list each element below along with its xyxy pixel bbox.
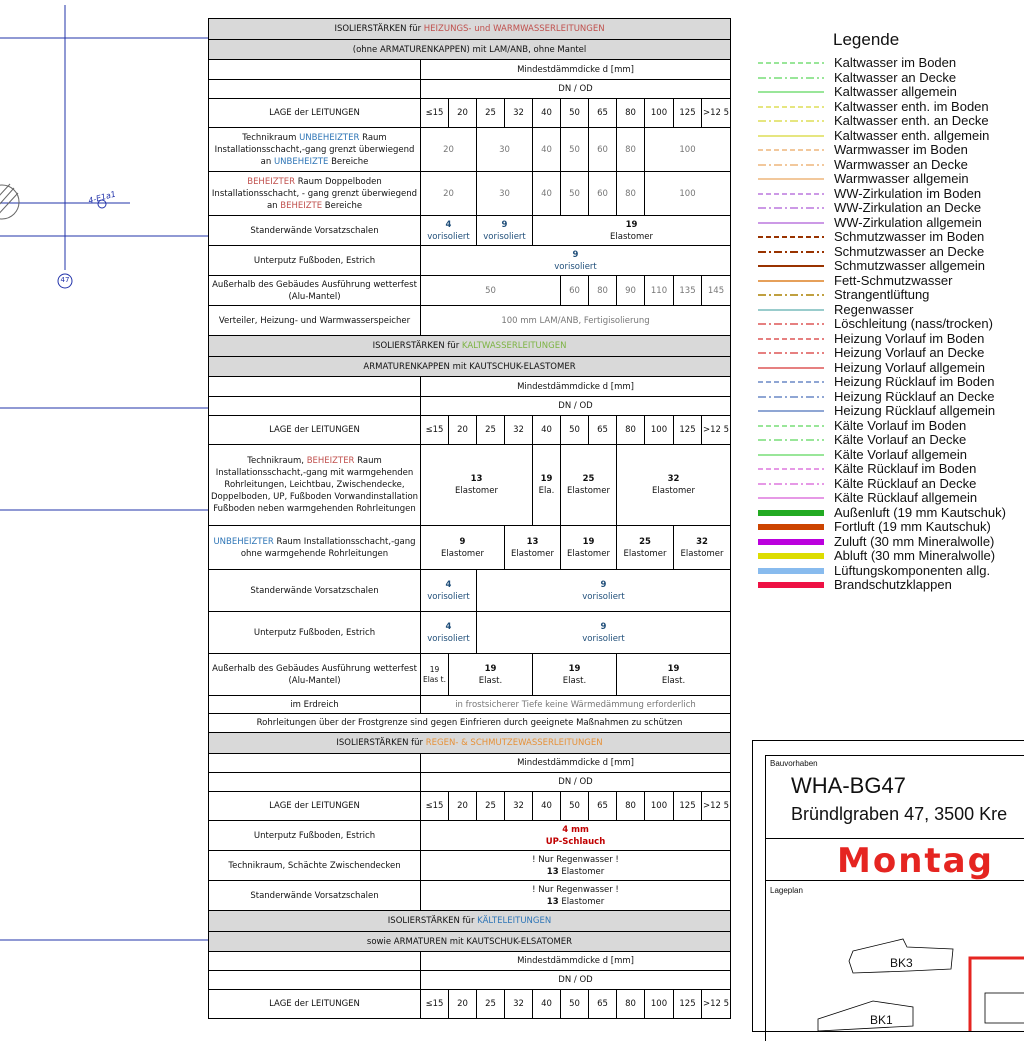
line-style-swatch — [758, 346, 824, 360]
legend-item-label: Schmutzwasser im Boden — [834, 229, 985, 244]
legend-item-label: WW-Zirkulation im Boden — [834, 185, 982, 201]
bk3-label: BK3 — [890, 956, 913, 970]
legend-item — [756, 564, 1024, 578]
table-row: UNBEHEIZTER Raum Installationsschacht,-gang ohne warmgehende Rohrleitungen 9 Elastomer 13 Elastomer 19 Elastomer 25 Elastomer 32 Elastomer — [209, 526, 731, 570]
legend-item-label: Fortluft (19 mm Kautschuk) — [834, 519, 991, 534]
section-heading-kaltwasser: ISOLIERSTÄRKEN für KALTWASSERLEITUNGEN — [209, 336, 731, 357]
line-style-swatch — [758, 506, 824, 520]
legend-item-label: Kälte Vorlauf im Boden — [834, 417, 967, 433]
legend-item-label: Schmutzwasser an Decke — [834, 243, 985, 259]
legend-item-label: Strangentlüftung — [834, 287, 930, 302]
legend-item — [756, 187, 1024, 201]
legend-item — [756, 100, 1024, 114]
legend-item — [756, 56, 1024, 70]
line-style-swatch — [758, 230, 824, 244]
table-row: Standerwände Vorsatzschalen 4 vorisoliert 9 vorisoliert — [209, 570, 731, 612]
legend-item-label: Kaltwasser allgemein — [834, 84, 957, 99]
section-subtitle: sowie ARMATUREN mit KAUTSCHUK-ELSATOMER — [209, 932, 731, 952]
min-thickness-label: Mindestdämmdicke d [mm] — [421, 60, 731, 80]
legend-item — [756, 332, 1024, 346]
line-style-swatch — [758, 288, 824, 302]
frost-note: Rohrleitungen über der Frostgrenze sind gegen Einfrieren durch geeignete Maßnahmen zu schützen — [209, 714, 731, 733]
legend-item-label: WW-Zirkulation allgemein — [834, 214, 982, 230]
legend-item — [756, 230, 1024, 244]
legend-item-label: Kälte Rücklauf im Boden — [834, 461, 977, 476]
legend-item — [756, 491, 1024, 505]
legend-item-label: Lüftungskomponenten allg. — [834, 562, 991, 578]
legend-item — [756, 172, 1024, 186]
legend-item — [756, 549, 1024, 563]
line-style-swatch — [758, 361, 824, 375]
line-style-swatch — [758, 56, 824, 70]
lageplan-label: Lageplan — [770, 886, 803, 895]
line-style-swatch — [758, 274, 824, 288]
legend-item — [756, 419, 1024, 433]
legend-item-label: Kälte Rücklauf an Decke — [834, 475, 977, 491]
dn-row: LAGE der LEITUNGEN ≤15 20 25 32 40 50 65 80 100 125 >12 5 — [209, 792, 731, 821]
line-style-swatch — [758, 172, 824, 186]
table-row: Unterputz Fußboden, Estrich 4 vorisoliert 9 vorisoliert — [209, 612, 731, 654]
line-style-swatch — [758, 216, 824, 230]
legend-item-label: Regenwasser — [834, 301, 914, 317]
bauvorhaben-label: Bauvorhaben — [770, 759, 818, 768]
dn-row: LAGE der LEITUNGEN ≤15 20 25 32 40 50 65 80 100 125 >12 5 — [209, 416, 731, 445]
legend-item-label: Warmwasser an Decke — [834, 156, 968, 172]
section-heading-regen: ISOLIERSTÄRKEN für REGEN- & SCHMUTZEWASSERLEITUNGEN — [209, 733, 731, 754]
table-row: Standerwände Vorsatzschalen ! Nur Regenwasser ! 13 Elastomer — [209, 881, 731, 911]
legend-item — [756, 216, 1024, 230]
line-style-swatch — [758, 477, 824, 491]
legend-item-label: Kaltwasser enth. an Decke — [834, 113, 989, 128]
section-heading-kaelte: ISOLIERSTÄRKEN für KÄLTELEITUNGEN — [209, 911, 731, 932]
legend-item-label: Abluft (30 mm Mineralwolle) — [834, 548, 996, 563]
legend-item-label: Kaltwasser im Boden — [834, 55, 957, 70]
legend-item — [756, 303, 1024, 317]
line-style-swatch — [758, 491, 824, 505]
table-row: Standerwände Vorsatzschalen 4 vorisoliert 9 vorisoliert 19 Elastomer — [209, 216, 731, 246]
legend-item — [756, 535, 1024, 549]
legend-item-label: Kälte Vorlauf allgemein — [834, 446, 967, 462]
table-row: im Erdreich in frostsicherer Tiefe keine Wärmedämmung erforderlich — [209, 696, 731, 714]
legend-item — [756, 578, 1024, 592]
line-style-swatch — [758, 332, 824, 346]
line-style-swatch — [758, 549, 824, 563]
pipe-section — [0, 184, 19, 219]
line-style-swatch — [758, 375, 824, 389]
legend-item-label: Heizung Rücklauf im Boden — [834, 374, 995, 389]
legend-item — [756, 288, 1024, 302]
legend-item — [756, 375, 1024, 389]
table-row: Unterputz Fußboden, Estrich 4 mm UP-Schlauch — [209, 821, 731, 851]
table-row: Technikraum, BEHEIZTER Raum Installationsschacht,-gang mit warmgehenden Rohrleitungen, Leichtbau, Zwischendecke, Doppelboden, UP, Fußboden Vorwandinstallation Fußboden neben warmgehenden Rohrleitungen 13 Elastomer 19 Ela. 25 Elastomer 32 Elastomer — [209, 445, 731, 526]
line-style-swatch — [758, 578, 824, 592]
table-row: Technikraum, Schächte Zwischendecken ! Nur Regenwasser ! 13 Elastomer — [209, 851, 731, 881]
legend-item — [756, 85, 1024, 99]
legend-item — [756, 448, 1024, 462]
legend-item-label: Kaltwasser an Decke — [834, 69, 957, 85]
legend-item-label: Heizung Vorlauf an Decke — [834, 345, 985, 360]
table-row: Technikraum UNBEHEIZTER Raum Installationsschacht,-gang grenzt überwiegend an UNBEHEIZTE Bereiche 20 30 40 50 60 80 100 — [209, 128, 731, 172]
line-style-swatch — [758, 433, 824, 447]
table-row: Verteiler, Heizung- und Warmwasserspeicher 100 mm LAM/ANB, Fertigisolierung — [209, 306, 731, 336]
legend-item-label: Kälte Rücklauf allgemein — [834, 490, 978, 505]
dn-row: LAGE der LEITUNGEN ≤15 20 25 32 40 50 65 80 100 125 >12 5 — [209, 990, 731, 1019]
line-style-swatch — [758, 448, 824, 462]
project-name: WHA-BG47 — [791, 773, 906, 798]
stamp-text: Montag — [837, 841, 994, 881]
site-plan — [813, 931, 1024, 1031]
legend-item — [756, 390, 1024, 404]
dn-od-label: DN / OD — [421, 80, 731, 99]
legend-item-label: Fett-Schmutzwasser — [834, 272, 953, 288]
bk1-label: BK1 — [870, 1013, 893, 1027]
legend-item-label: Kaltwasser enth. allgemein — [834, 127, 990, 143]
line-style-swatch — [758, 158, 824, 172]
legend-item — [756, 245, 1024, 259]
line-style-swatch — [758, 390, 824, 404]
legend-item-label: Zuluft (30 mm Mineralwolle) — [834, 533, 995, 549]
line-style-swatch — [758, 317, 824, 331]
legend-item — [756, 201, 1024, 215]
dimension-text: 4-E1a1 — [87, 189, 117, 206]
legend-title: Legende — [833, 30, 900, 49]
line-style-swatch — [758, 404, 824, 418]
line-style-swatch — [758, 100, 824, 114]
legend-item — [756, 158, 1024, 172]
legend-item-label: WW-Zirkulation an Decke — [834, 200, 982, 215]
line-style-swatch — [758, 520, 824, 534]
line-style-swatch — [758, 564, 824, 578]
table-row: Außerhalb des Gebäudes Ausführung wetterfest (Alu-Mantel) 19 Elas t. 19 Elast. 19 Elast. 19 Elast. — [209, 654, 731, 696]
legend-item-label: Heizung Vorlauf allgemein — [834, 359, 986, 375]
legend-item-label: Löschleitung (nass/trocken) — [834, 316, 993, 331]
line-style-swatch — [758, 187, 824, 201]
table-row: Außerhalb des Gebäudes Ausführung wetterfest (Alu-Mantel) 50 60 80 90 110 135 145 — [209, 276, 731, 306]
line-style-swatch — [758, 535, 824, 549]
title-block — [752, 740, 1024, 1032]
legend-item-label: Heizung Rücklauf allgemein — [834, 403, 996, 418]
legend-item-label: Kälte Vorlauf an Decke — [834, 432, 967, 447]
line-style-swatch — [758, 419, 824, 433]
legend-item — [756, 404, 1024, 418]
section-heading-heizung: ISOLIERSTÄRKEN für HEIZUNGS- und WARMWASSERLEITUNGEN — [209, 19, 731, 40]
legend-item — [756, 361, 1024, 375]
legend-item — [756, 143, 1024, 157]
legend-item — [756, 317, 1024, 331]
legend-item — [756, 433, 1024, 447]
line-style-swatch — [758, 129, 824, 143]
legend-item-label: Warmwasser im Boden — [834, 142, 968, 157]
legend-item — [756, 506, 1024, 520]
line-style-swatch — [758, 245, 824, 259]
project-address: Bründlgraben 47, 3500 Kre — [791, 804, 1008, 824]
legend-item-label: Außenluft (19 mm Kautschuk) — [834, 504, 1006, 520]
table-row: Unterputz Fußboden, Estrich 9 vorisoliert — [209, 246, 731, 276]
legend-item — [756, 274, 1024, 288]
legend-item — [756, 477, 1024, 491]
legend-item — [756, 114, 1024, 128]
legend-item-label: Heizung Rücklauf an Decke — [834, 388, 995, 404]
legend-item — [756, 346, 1024, 360]
line-style-swatch — [758, 303, 824, 317]
line-style-swatch — [758, 462, 824, 476]
legend-item — [756, 129, 1024, 143]
legend-item — [756, 462, 1024, 476]
line-style-swatch — [758, 201, 824, 215]
axis-label: 47 — [60, 276, 70, 284]
line-style-swatch — [758, 114, 824, 128]
line-style-swatch — [758, 259, 824, 273]
insulation-table: ISOLIERSTÄRKEN für HEIZUNGS- und WARMWASSERLEITUNGEN (ohne ARMATURENKAPPEN) mit LAM/ANB, ohne Mantel Mindestdämmdicke d [mm] DN / OD LAGE der LEITUNGEN ≤15 20 25 32 40 50 65 80 100 125 >12 5 Technikraum UNBEHEIZTER Raum Installationsschacht,-gang grenzt überwiegend an UNBEHEIZTE Bereiche 20 30 40 50 60 80 100 BEHEIZTER Raum Doppelboden Installationsschacht, - gang grenzt überwiegend an BEHEIZTE Bereiche 20 30 40 50 60 80 100 Standerwände Vorsatzschalen 4 vorisoliert 9 vorisoliert 19 Elastomer Unterputz Fußboden, Estrich 9 vorisoliert Außerhalb des Gebäudes Ausführung wetterfest (Alu-Mantel) 50 60 80 90 110 135 145 Verteiler, Heizung- und Warmwasserspeicher 100 mm LAM/ANB, Fertigisolierung ISOLIERSTÄRKEN für KALTWASSERLEITUNGEN ARMATURENKAPPEN mit KAUTSCHUK-ELASTOMER Mindestdämmdicke d [mm] DN / OD LAGE der LEITUNGEN ≤15 20 25 32 40 50 65 80 100 125 >12 5 Technikraum, BEHEIZTER Raum Installationsschacht,-gang mit warmgehenden Rohrleitungen, Leichtbau, Zwischendecke, Doppelboden, UP, Fußboden Vorwandinstallation Fußboden neben warmgehenden Rohrleitungen 13 Elastomer 19 Ela. 25 Elastomer 32 Elastomer UNBEHEIZTER Raum Installationsschacht,-gang ohne warmgehende Rohrleitungen 9 Elastomer 13 Elastomer 19 Elastomer 25 Elastomer 32 Elastomer Standerwände Vorsatzschalen 4 vorisoliert 9 vorisoliert Unterputz Fußboden, Estrich 4 vorisoliert 9 vorisoliert Außerhalb des Gebäudes Ausführung wetterfest (Alu-Mantel) 19 Elas t. 19 Elast. 19 Elast. 19 Elast. im Erdreich in frostsicherer Tiefe keine Wärmedämmung erforderlich Rohrleitungen über der Frostgrenze sind gegen Einfrieren durch geeignete Maßnahmen zu schützen ISOLIERSTÄRKEN für REGEN- & SCHMUTZEWASSERLEITUNGEN Mindestdämmdicke d [mm] DN / OD LAGE der LEITUNGEN ≤15 20 25 32 40 50 65 80 100 125 >12 5 Unterputz Fußboden, Estrich 4 mm UP-Schlauch Technikraum, Schächte Zwischendecken ! Nur Regenwasser ! 13 Elastomer Standerwände Vorsatzschalen ! Nur Regenwasser ! 13 Elastomer ISOLIERSTÄRKEN für KÄLTELEITUNGEN sowie ARMATUREN mit KAUTSCHUK-ELSATOMER Mindestdämmdicke d [mm] DN / OD LAGE der LEITUNGEN ≤15 20 25 32 40 50 65 80 100 125 >12 5 — [208, 18, 731, 1019]
legend-item-label: Kaltwasser enth. im Boden — [834, 98, 989, 114]
line-style-swatch — [758, 71, 824, 85]
line-style-swatch — [758, 143, 824, 157]
section-subtitle: (ohne ARMATURENKAPPEN) mit LAM/ANB, ohne Mantel — [209, 40, 731, 60]
legend-item-label: Heizung Vorlauf im Boden — [834, 330, 985, 346]
legend-item — [756, 259, 1024, 273]
line-style-swatch — [758, 85, 824, 99]
legend-item — [756, 71, 1024, 85]
section-subtitle: ARMATURENKAPPEN mit KAUTSCHUK-ELASTOMER — [209, 357, 731, 377]
legend-item-label: Brandschutzklappen — [834, 577, 952, 592]
legend-item — [756, 520, 1024, 534]
legend-item-label: Schmutzwasser allgemein — [834, 258, 986, 273]
table-row: BEHEIZTER Raum Doppelboden Installationsschacht, - gang grenzt überwiegend an BEHEIZTE Bereiche 20 30 40 50 60 80 100 — [209, 172, 731, 216]
dn-row: LAGE der LEITUNGEN ≤15 20 25 32 40 50 65 80 100 125 >12 5 — [209, 99, 731, 128]
legend-item-label: Warmwasser allgemein — [834, 171, 969, 186]
